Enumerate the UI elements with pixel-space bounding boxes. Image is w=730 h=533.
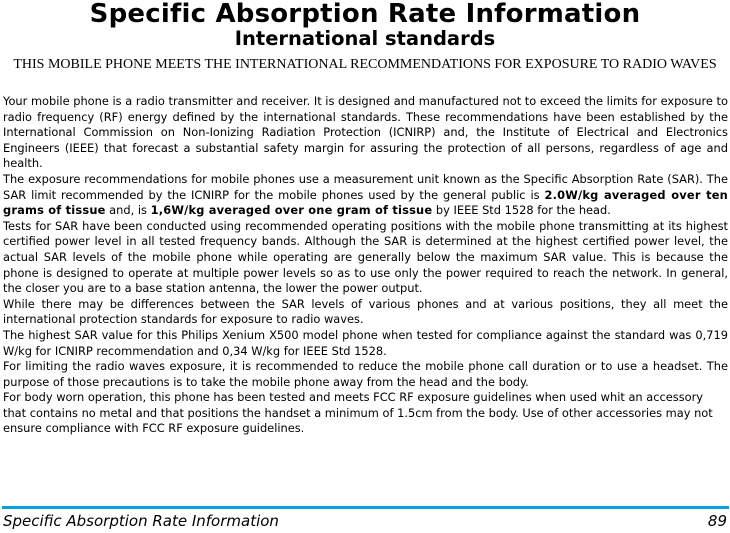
footer-rule: [2, 506, 729, 509]
footer-section-title: Specific Absorption Rate Information: [3, 512, 279, 530]
page-number: 89: [707, 512, 727, 530]
compliance-notice: THIS MOBILE PHONE MEETS THE INTERNATIONAL RECOMMENDATIONS FOR EXPOSURE TO RADIO WAVES: [13, 57, 717, 72]
paragraph-sar-limits: [3, 172, 728, 219]
paragraph-highest-value: The highest SAR value for this Philips Xenium X500 model phone when tested for compliance against the standard was 0,719 W/kg for ICNIRP recommendation and 0,34 W/kg for IEEE Std 1528.: [3, 327, 728, 358]
paragraph-tests: Tests for SAR have been conducted using recommended operating positions with the mobile phone transmitting at its highest certified power level in all tested frequency bands. Although the SAR is determined at the highest certified power level, the actual SAR levels of the mobile phone while operating are generally below the maximum SAR value. This is because the phone is designed to operate at multiple power levels so as to use only the power required to reach the network. In general, the closer you are to a base station antenna, the lower the power output.: [3, 218, 728, 296]
paragraph-intro: Your mobile phone is a radio transmitter and receiver. It is designed and manufactured not to exceed the limits for exposure to radio frequency (RF) energy defined by the international standards. These recommendations have been established by the International Commission on Non-Ionizing Radiation Protection (ICNIRP) and, the Institute of Electrical and Electronics Engineers (IEEE) that forecast a substantial safety margin for assuring the protection of all persons, regardless of age and health.: [3, 94, 728, 171]
sar-text-before: The exposure recommendations for mobile phones use a measurement unit known as the Specific Absorption Rate (SAR). The SAR limit recommended by the ICNIRP for the mobile phones used by the general public is: [3, 171, 728, 202]
body-text: [3, 94, 728, 437]
sar-text-middle: and, is: [105, 203, 151, 218]
paragraph-differences: While there may be differences between the SAR levels of various phones and at various positions, they all meet the international protection standards for exposure to radio waves.: [3, 296, 728, 327]
sar-limit-ieee: 1,6W/kg averaged over one gram of tissue: [150, 203, 433, 218]
sar-limit-icnirp: 2.0W/kg averaged over ten grams of tissue: [3, 187, 728, 218]
paragraph-body-worn: For body worn operation, this phone has been tested and meets FCC RF exposure guidelines when used whit an accessory that contains no metal and that positions the handset a minimum of 1.5cm from the body. Use of other accessories may not ensure compliance with FCC RF exposure guidelines.: [3, 390, 713, 436]
page-title: Specific Absorption Rate Information: [89, 0, 641, 29]
sar-text-after: by IEEE Std 1528 for the head.: [432, 203, 611, 218]
paragraph-limiting: For limiting the radio waves exposure, it is recommended to reduce the mobile phone call duration or to use a headset. The purpose of those precautions is to take the mobile phone away from the head and the body.: [3, 359, 728, 389]
section-subtitle: International standards: [234, 27, 496, 50]
